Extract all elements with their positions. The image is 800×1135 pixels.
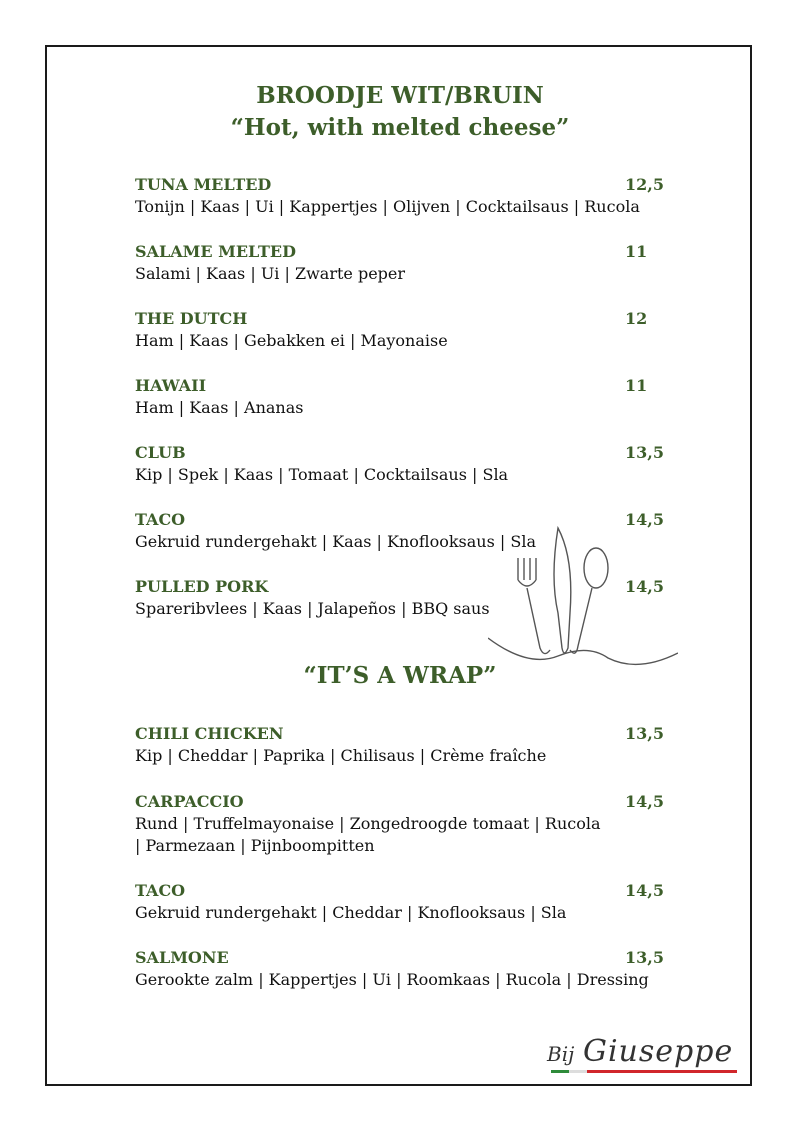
item-description: Gekruid rundergehakt | Kaas | Knoflooksaus | Sla (135, 532, 536, 551)
menu-item (135, 308, 665, 352)
item-name: SALAME MELTED (135, 242, 296, 261)
item-description-continued: | Parmezaan | Pijnboompitten (135, 836, 375, 855)
logo-prefix: Bij (547, 1042, 575, 1066)
menu-item (135, 791, 665, 857)
item-price: 12,5 (625, 175, 664, 194)
menu-item (135, 375, 665, 419)
item-price: 11 (625, 242, 648, 261)
logo-name: Giuseppe (583, 1034, 734, 1069)
item-price: 13,5 (625, 948, 664, 967)
item-description: Kip | Cheddar | Paprika | Chilisaus | Crème fraîche (135, 746, 547, 765)
item-price: 12 (625, 309, 648, 328)
item-name: THE DUTCH (135, 309, 248, 328)
item-price: 13,5 (625, 724, 664, 743)
item-name: PULLED PORK (135, 577, 269, 596)
restaurant-logo (547, 1036, 747, 1082)
section-subtitle: “Hot, with melted cheese” (230, 114, 570, 141)
item-description: Ham | Kaas | Gebakken ei | Mayonaise (135, 331, 448, 350)
flag-red-stripe (587, 1070, 737, 1073)
item-price: 14,5 (625, 881, 664, 900)
section-title: BROODJE WIT/BRUIN (256, 82, 544, 109)
item-name: CLUB (135, 443, 186, 462)
item-price: 13,5 (625, 443, 664, 462)
item-description: Gerookte zalm | Kappertjes | Ui | Roomkaas | Rucola | Dressing (135, 970, 649, 989)
item-description: Kip | Spek | Kaas | Tomaat | Cocktailsaus | Sla (135, 465, 509, 484)
item-description: Rund | Truffelmayonaise | Zongedroogde tomaat | Rucola (135, 814, 601, 833)
menu-item (135, 723, 665, 767)
item-price: 14,5 (625, 577, 664, 596)
menu-item (135, 880, 665, 924)
item-description: Ham | Kaas | Ananas (135, 398, 304, 417)
item-price: 14,5 (625, 792, 664, 811)
cutlery-icon (488, 518, 678, 678)
flag-green-stripe (551, 1070, 569, 1073)
item-name: TACO (135, 881, 186, 900)
item-description: Salami | Kaas | Ui | Zwarte peper (135, 264, 406, 283)
item-name: HAWAII (135, 376, 207, 395)
menu-item (135, 442, 665, 486)
item-description: Gekruid rundergehakt | Cheddar | Knoflooksaus | Sla (135, 903, 567, 922)
item-description: Tonijn | Kaas | Ui | Kappertjes | Olijven | Cocktailsaus | Rucola (135, 197, 640, 216)
item-name: CARPACCIO (135, 792, 244, 811)
flag-white-stripe (569, 1070, 587, 1073)
item-name: SALMONE (135, 948, 229, 967)
item-name: TACO (135, 510, 186, 529)
menu-item (135, 174, 665, 218)
item-description: Spareribvlees | Kaas | Jalapeños | BBQ saus (135, 599, 490, 618)
item-price: 11 (625, 376, 648, 395)
item-price: 14,5 (625, 510, 664, 529)
section-title: “IT’S A WRAP” (303, 662, 497, 689)
item-name: TUNA MELTED (135, 175, 272, 194)
item-name: CHILI CHICKEN (135, 724, 284, 743)
menu-item (135, 947, 665, 991)
menu-item (135, 241, 665, 285)
